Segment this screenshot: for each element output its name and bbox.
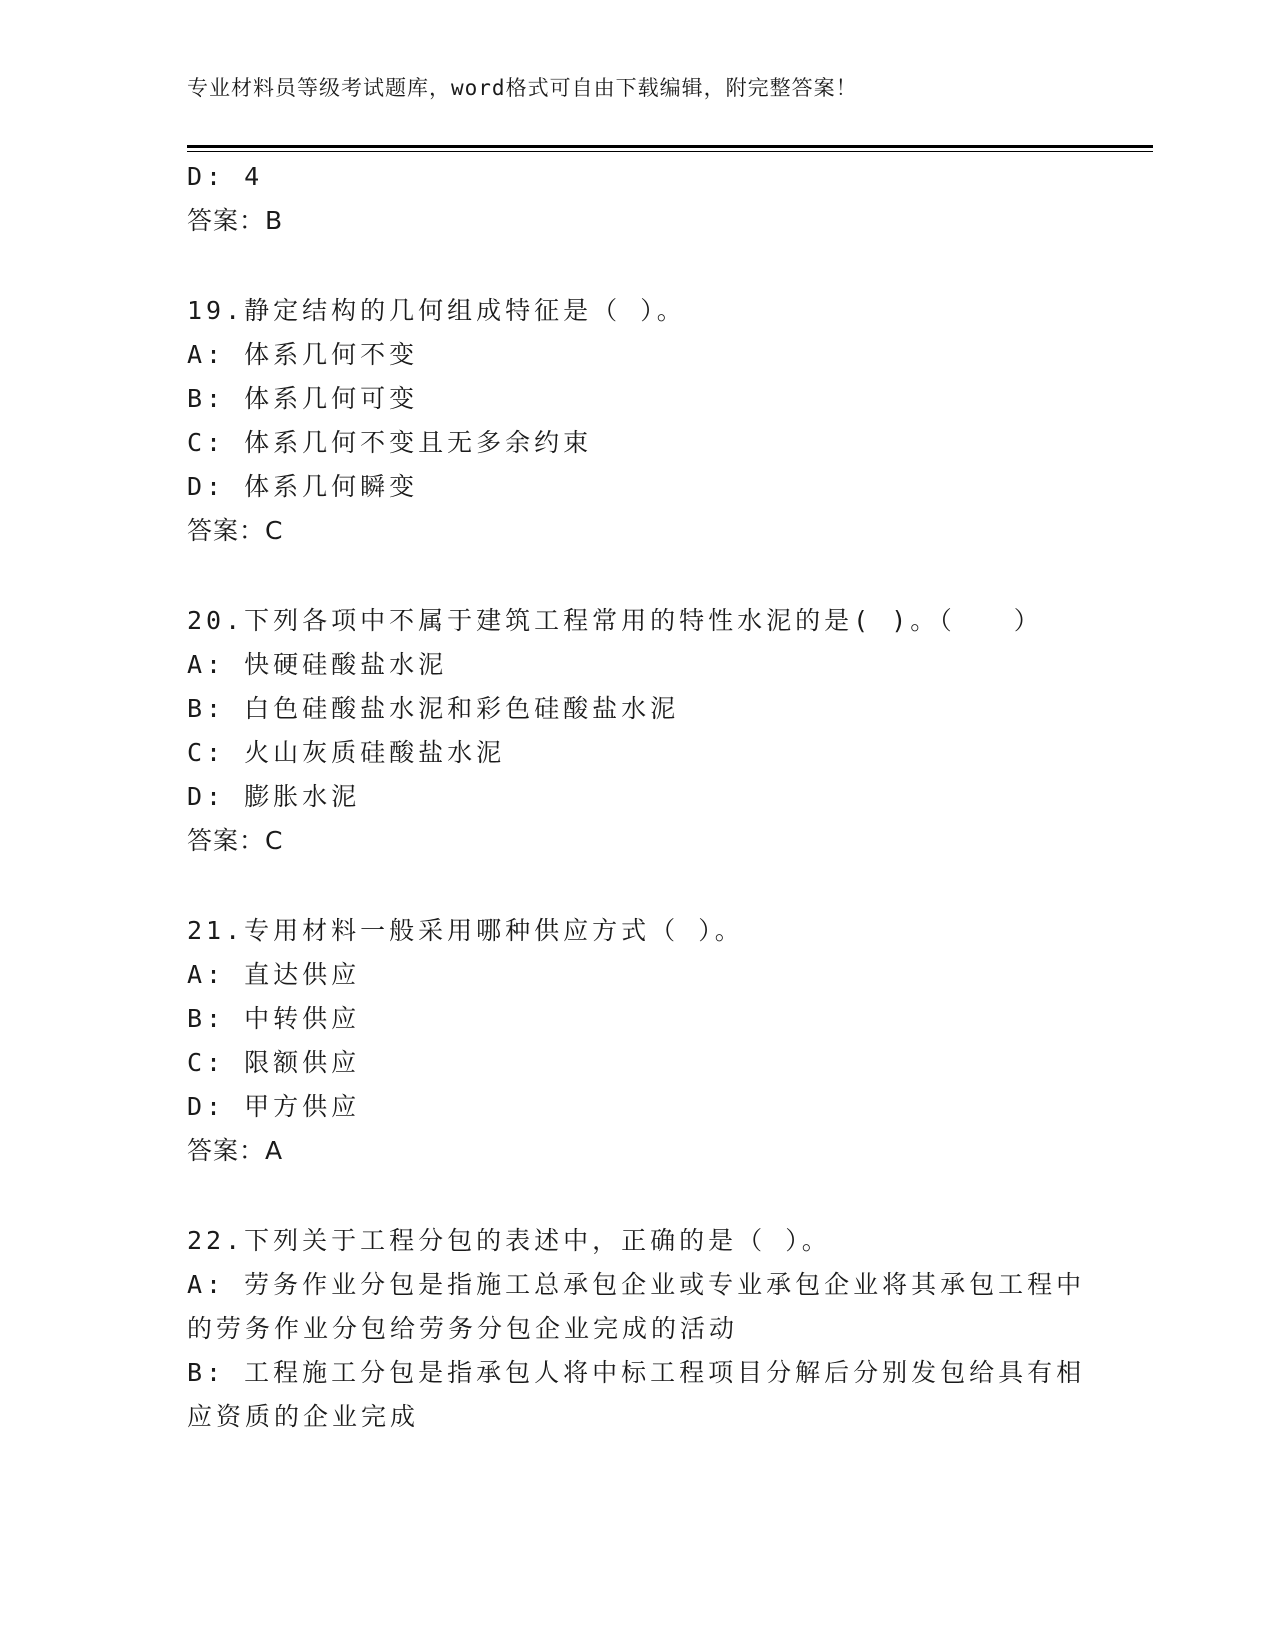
header-divider-thick [187, 145, 1153, 148]
question-20-option-b: B: 白色硅酸盐水泥和彩色硅酸盐水泥 [187, 694, 680, 723]
question-21-option-c: C: 限额供应 [187, 1048, 361, 1077]
prev-answer: 答案：B [187, 206, 284, 235]
question-22-option-b: B: 工程施工分包是指承包人将中标工程项目分解后分别发包给具有相 [187, 1358, 1086, 1387]
question-19-option-a: A: 体系几何不变 [187, 340, 419, 369]
prev-option-d: D: 4 [187, 162, 264, 191]
question-21-option-d: D: 甲方供应 [187, 1092, 361, 1121]
question-22-stem: 22.下列关于工程分包的表述中，正确的是（ ）。 [187, 1226, 831, 1255]
question-20-option-c: C: 火山灰质硅酸盐水泥 [187, 738, 506, 767]
question-21-option-b: B: 中转供应 [187, 1004, 361, 1033]
question-20-option-a: A: 快硬硅酸盐水泥 [187, 650, 448, 679]
question-20-option-d: D: 膨胀水泥 [187, 782, 361, 811]
question-21-answer: 答案：A [187, 1136, 284, 1165]
question-19-answer: 答案：C [187, 516, 284, 545]
question-21-option-a: A: 直达供应 [187, 960, 361, 989]
question-19-stem: 19.静定结构的几何组成特征是（ ）。 [187, 296, 686, 325]
question-20-stem: 20.下列各项中不属于建筑工程常用的特性水泥的是( )。（ ） [187, 606, 1043, 635]
question-22-option-b-cont: 应资质的企业完成 [187, 1402, 420, 1431]
header-divider-thin [187, 151, 1153, 152]
question-22-option-a-cont: 的劳务作业分包给劳务分包企业完成的活动 [187, 1314, 739, 1343]
page-header: 专业材料员等级考试题库，word格式可自由下载编辑，附完整答案！ [187, 76, 858, 100]
question-19-option-d: D: 体系几何瞬变 [187, 472, 419, 501]
question-19-option-c: C: 体系几何不变且无多余约束 [187, 428, 593, 457]
question-20-answer: 答案：C [187, 826, 284, 855]
question-19-option-b: B: 体系几何可变 [187, 384, 419, 413]
question-22-option-a: A: 劳务作业分包是指施工总承包企业或专业承包企业将其承包工程中 [187, 1270, 1086, 1299]
question-21-stem: 21.专用材料一般采用哪种供应方式（ ）。 [187, 916, 744, 945]
